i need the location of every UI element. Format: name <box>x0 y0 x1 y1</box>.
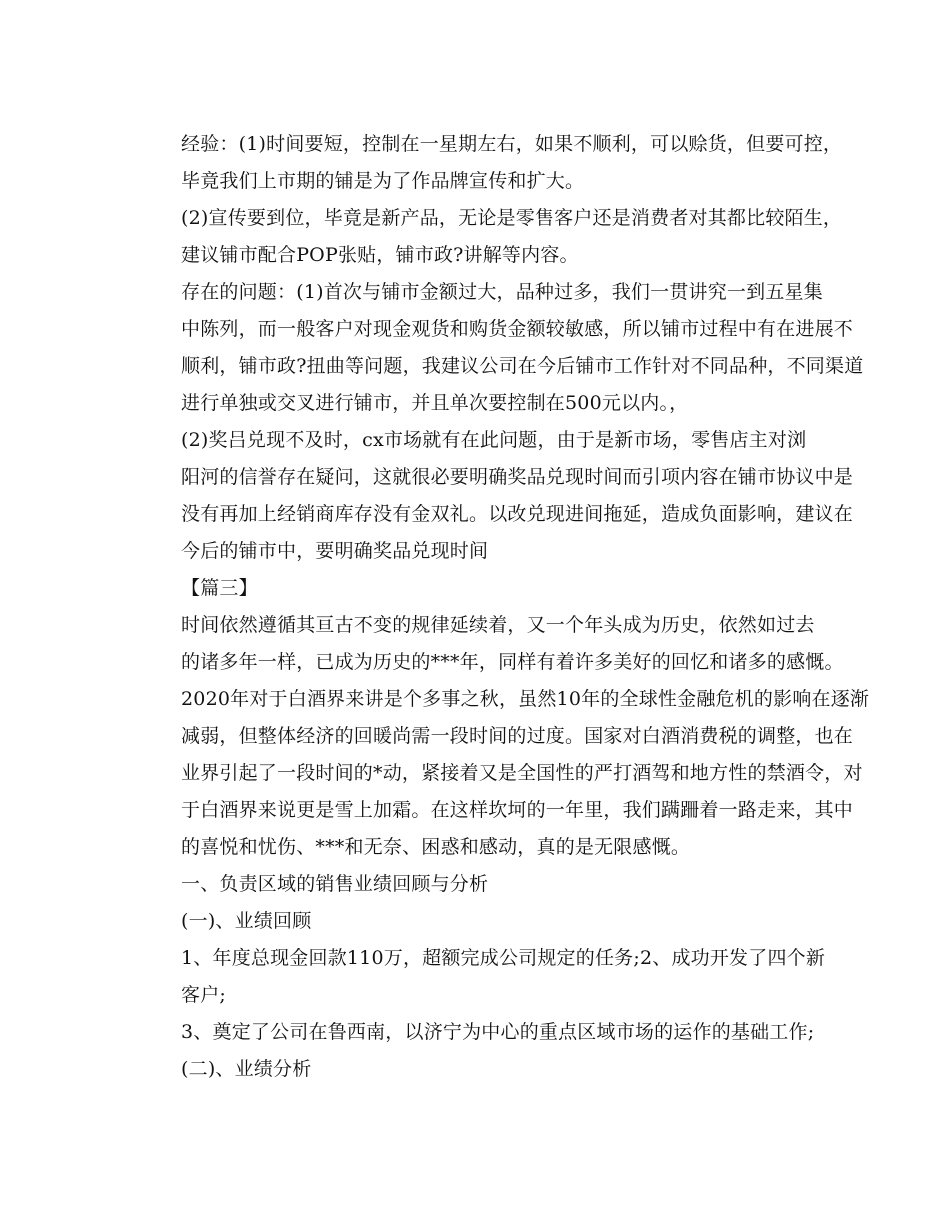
text-line: 的喜悦和忧伤、***和无奈、困惑和感动，真的是无限感慨。 <box>181 836 691 858</box>
text-line: 经验：(1)时间要短，控制在一星期左右，如果不顺利，可以赊货，但要可控， <box>181 133 843 155</box>
paragraph-experience-1 <box>143 126 843 200</box>
text-line: 今后的铺市中，要明确奖品兑现时间 <box>181 540 489 562</box>
text-line: 建议铺市配合POP张贴，铺市政?讲解等内容。 <box>181 244 579 266</box>
text-line: 时间依然遵循其亘古不变的规律延续着，又一个年头成为历史，依然如过去 <box>181 614 815 636</box>
text-line: (2)奖吕兑现不及时，cx市场就有在此问题，由于是新市场，零售店主对浏 <box>181 429 807 451</box>
text-line: 减弱，但整体经济的回暖尚需一段时间的过度。国家对白酒消费税的调整，也在 <box>181 725 854 747</box>
text-line: 3、奠定了公司在鲁西南，以济宁为中心的重点区域市场的运作的基础工作; <box>181 1021 815 1043</box>
text-line: 1、年度总现金回款110万，超额完成公司规定的任务;2、成功开发了四个新 <box>181 947 826 969</box>
paragraph-intro <box>143 607 870 866</box>
text-line: 毕竟我们上市期的铺是为了作品牌宣传和扩大。 <box>181 170 585 192</box>
text-line: 中陈列，而一般客户对现金观货和购货金额较敏感，所以铺市过程中有在进展不 <box>181 318 854 340</box>
heading-text: 【篇三】 <box>181 577 258 599</box>
subheading-performance-analysis <box>143 1051 823 1088</box>
paragraph-problems-2 <box>143 422 854 570</box>
paragraph-experience-2 <box>143 200 843 274</box>
text-line: 于白酒界来说更是雪上加霜。在这样坎坷的一年里，我们蹒跚着一路走来，其中 <box>181 799 854 821</box>
heading-text: 一、负责区域的销售业绩回顾与分析 <box>181 873 489 895</box>
text-line: 客户; <box>181 984 227 1006</box>
subheading-performance-review <box>143 903 823 940</box>
paragraph-problems-1 <box>143 274 864 422</box>
text-line: 顺利，铺市政?扭曲等问题，我建议公司在今后铺市工作针对不同品种，不同渠道 <box>181 355 864 377</box>
heading-text: (一)、业绩回顾 <box>181 910 312 932</box>
text-line: (2)宣传要到位，毕竟是新产品，无论是零售客户还是消费者对其都比较陌生， <box>181 207 843 229</box>
paragraph-achievement-3 <box>143 1014 823 1051</box>
text-line: 2020年对于白酒界来讲是个多事之秋，虽然10年的全球性金融危机的影响在逐渐 <box>181 688 870 710</box>
section-heading-sales-review <box>143 866 823 903</box>
text-line: 进行单独或交叉进行铺市，并且单次要控制在500元以内。， <box>181 392 689 414</box>
document-body <box>143 126 870 1088</box>
text-line: 业界引起了一段时间的*动，紧接着又是全国性的严打酒驾和地方性的禁酒令，对 <box>181 762 863 784</box>
paragraph-achievement-1 <box>143 940 826 1014</box>
section-heading-part-three <box>143 570 823 607</box>
heading-text: (二)、业绩分析 <box>181 1058 312 1080</box>
text-line: 没有再加上经销商库存没有金双礼。以改兑现进间拖延，造成负面影响，建议在 <box>181 503 854 525</box>
text-line: 阳河的信誉存在疑问，这就很必要明确奖品兑现时间而引项内容在铺市协议中是 <box>181 466 854 488</box>
text-line: 存在的问题：(1)首次与铺市金额过大，品种过多，我们一贯讲究一到五星集 <box>181 281 823 303</box>
text-line: 的诸多年一样，已成为历史的***年，同样有着许多美好的回忆和诸多的感慨。 <box>181 651 844 673</box>
